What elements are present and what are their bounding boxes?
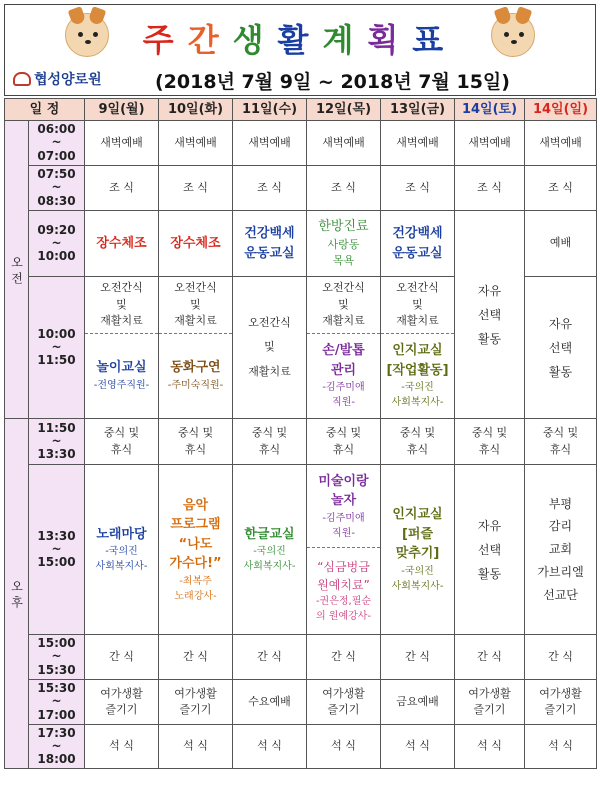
am-label: 오 전 [5,121,29,419]
time-slot: 07:50 ~ 08:30 [29,166,85,211]
cell-mission: 부평 감리 교회 가브리엘 선교단 [525,465,597,635]
cell-split: 오전간식 및 재활치료 동화구연 -주미숙직원- [159,277,233,419]
header-sun: 14일(일) [525,99,597,121]
cell: 중식 및 휴식 [233,419,307,465]
cell: 조 식 [159,166,233,211]
house-icon [13,72,31,86]
time-slot: 15:30 ~ 17:00 [29,680,85,725]
cell: 조 식 [307,166,381,211]
cell-oriental-clinic: 한방진료 사랑동 목욕 [307,211,381,277]
cell-health-class: 건강백세 운동교실 [233,211,307,277]
cell: 중식 및 휴식 [159,419,233,465]
cell-longevity-exercise: 장수체조 [159,211,233,277]
cell: 간 식 [233,635,307,680]
cell: 중식 및 휴식 [455,419,525,465]
time-slot: 10:00 ~ 11:50 [29,277,85,419]
cell-split: 오전간식 및 재활치료 인지교실 [작업활동] -국의진 사회복지사- [381,277,455,419]
title-char: 생 [232,21,278,59]
cell-singing: 노래마당 -국의진 사회복지사- [85,465,159,635]
header-sat: 14일(토) [455,99,525,121]
header-fri: 13일(금) [381,99,455,121]
cell: 조 식 [233,166,307,211]
pm-label: 오 후 [5,419,29,769]
schedule-period: (2018년 7월 9일 ~ 2018년 7월 15일) [155,71,510,93]
cell: 간 식 [381,635,455,680]
cell: 새벽예배 [233,121,307,166]
cell: 중식 및 휴식 [525,419,597,465]
cell: 간 식 [455,635,525,680]
title-char: 주 [142,21,188,59]
header-wed: 11일(수) [233,99,307,121]
schedule-table [4,98,597,769]
cell: 석 식 [159,725,233,769]
header-schedule: 일 정 [5,99,85,121]
cell: 여가생활 즐기기 [307,680,381,725]
cell: 새벽예배 [381,121,455,166]
cell: 석 식 [233,725,307,769]
page-title [5,15,595,61]
cell: 새벽예배 [525,121,597,166]
cell: 중식 및 휴식 [381,419,455,465]
time-slot: 06:00 ~ 07:00 [29,121,85,166]
cell: 석 식 [381,725,455,769]
cell: 석 식 [85,725,159,769]
cell-hangul-class: 한글교실 -국의진 사회복지사- [233,465,307,635]
cell-worship: 예배 [525,211,597,277]
title-char: 간 [187,21,233,59]
title-char: 표 [412,21,458,59]
cell-snack: 오전간식 및 재활치료 [233,277,307,419]
cell-split: 미술이랑 놀자 -김주미애 직원- “심금벙금 원예치료” -권은정,필순 의 원예강사- [307,465,381,635]
cell-free-activity: 자유 선택 활동 [525,277,597,419]
title-char: 획 [367,21,413,59]
cell: 여가생활 즐기기 [525,680,597,725]
cell: 여가생활 즐기기 [85,680,159,725]
cell-split: 오전간식 및 재활치료 손/발톱 관리 -김주미애 직원- [307,277,381,419]
cell-health-class: 건강백세 운동교실 [381,211,455,277]
title-char: 계 [322,21,368,59]
header-mon: 9일(월) [85,99,159,121]
cell: 석 식 [307,725,381,769]
cell: 조 식 [525,166,597,211]
cell: 여가생활 즐기기 [159,680,233,725]
cell: 수요예배 [233,680,307,725]
cell: 금요예배 [381,680,455,725]
title-char: 활 [277,21,323,59]
header-thu: 12일(목) [307,99,381,121]
org-label: 협성양로원 [34,72,102,88]
cell: 새벽예배 [455,121,525,166]
cell: 간 식 [307,635,381,680]
time-slot: 17:30 ~ 18:00 [29,725,85,769]
cell: 새벽예배 [85,121,159,166]
cell: 조 식 [85,166,159,211]
time-slot: 09:20 ~ 10:00 [29,211,85,277]
cell: 간 식 [85,635,159,680]
cell: 간 식 [525,635,597,680]
cell-cognitive-class: 인지교실 [퍼즐 맞추기] -국의진 사회복지사- [381,465,455,635]
org-name [13,69,102,89]
cell-free-activity: 자유 선택 활동 [455,465,525,635]
cell: 중식 및 휴식 [85,419,159,465]
cell-longevity-exercise: 장수체조 [85,211,159,277]
cell: 간 식 [159,635,233,680]
cell: 새벽예배 [159,121,233,166]
cell: 새벽예배 [307,121,381,166]
time-slot: 15:00 ~ 15:30 [29,635,85,680]
cell-split: 오전간식 및 재활치료 놀이교실 -전영주직원- [85,277,159,419]
cell: 중식 및 휴식 [307,419,381,465]
page-header [4,4,596,96]
cell-music-program: 음악 프로그램 “나도 가수다!” -최복주 노래강사- [159,465,233,635]
cell: 석 식 [525,725,597,769]
cell: 여가생활 즐기기 [455,680,525,725]
cell: 석 식 [455,725,525,769]
time-slot: 11:50 ~ 13:30 [29,419,85,465]
cell: 조 식 [455,166,525,211]
time-slot: 13:30 ~ 15:00 [29,465,85,635]
header-tue: 10일(화) [159,99,233,121]
cell-free-activity: 자유 선택 활동 [455,211,525,419]
cell: 조 식 [381,166,455,211]
